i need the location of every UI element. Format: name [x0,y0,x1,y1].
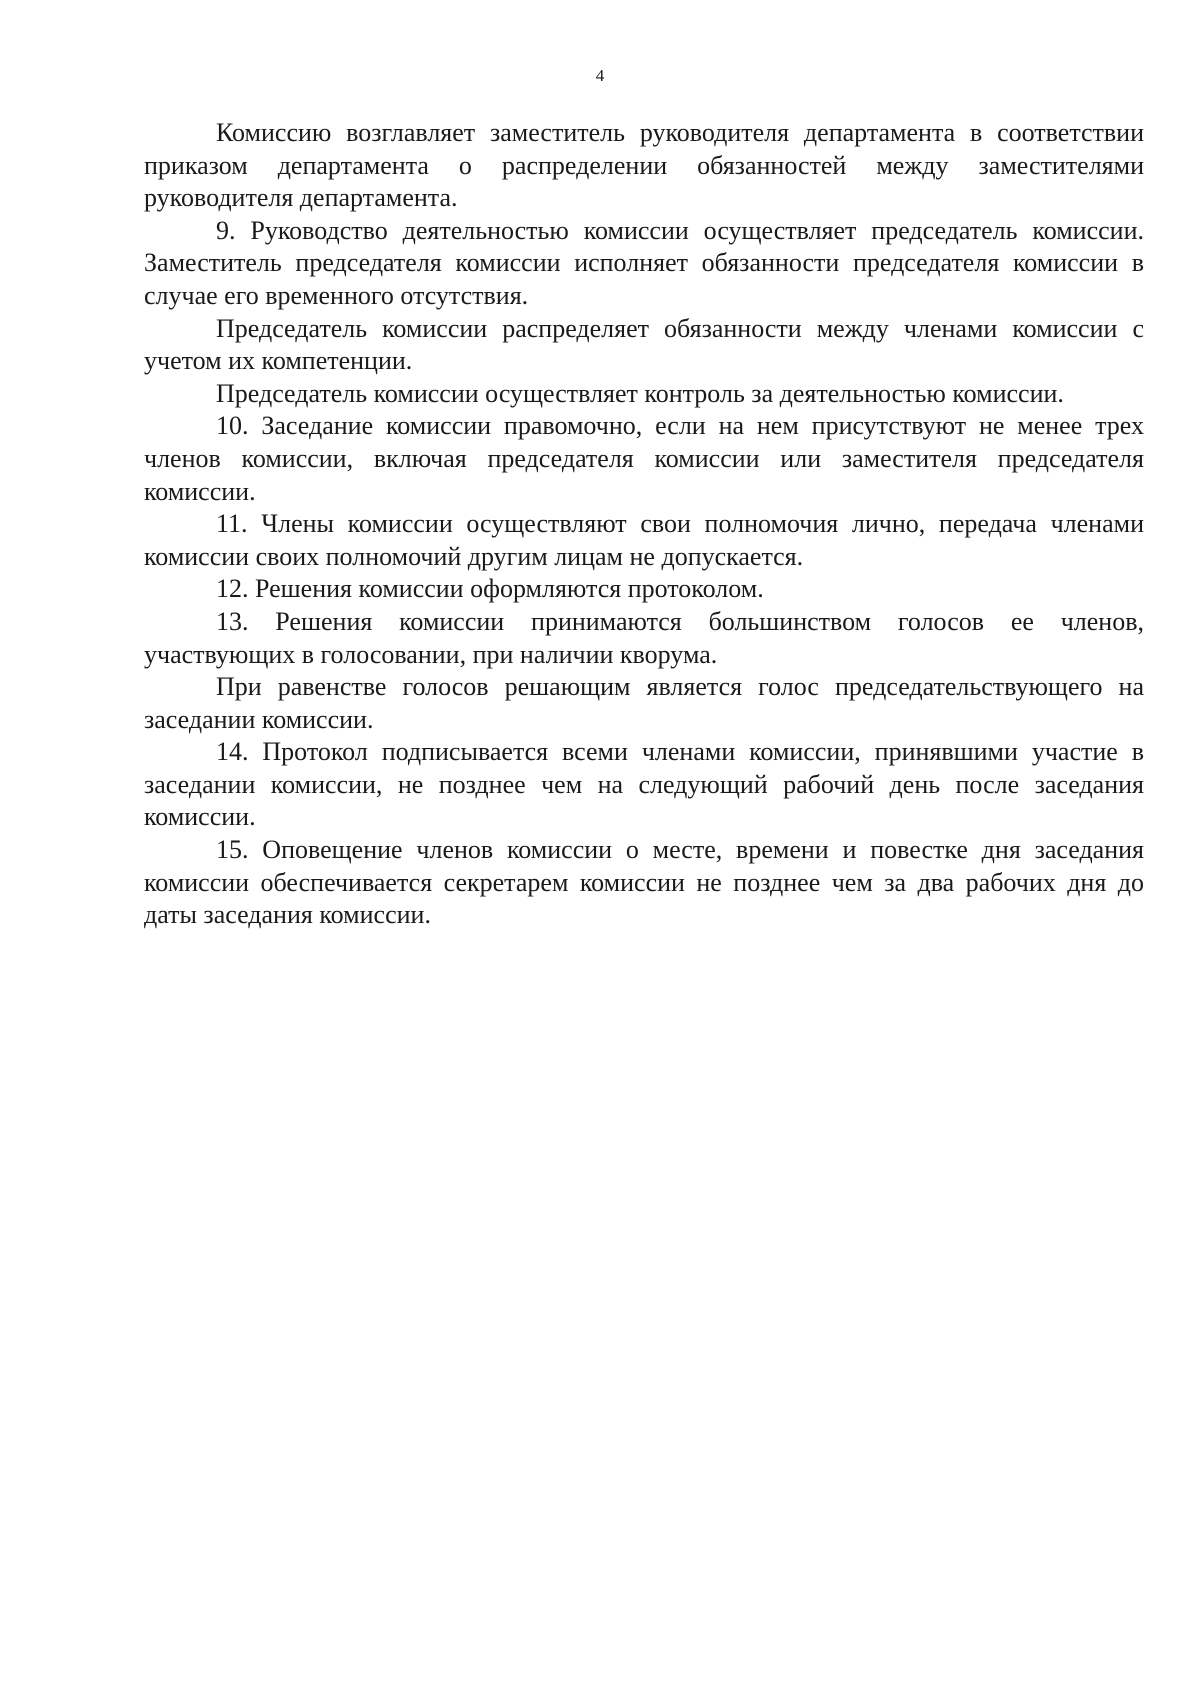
paragraph-11: 11. Члены комиссии осуществляют свои полномочия лично, передача членами комиссии своих полномочий другим лицам не допускается. [144,509,1144,571]
paragraph-tie-vote: При равенстве голосов решающим является голос председательствующего на заседании комиссии. [144,672,1144,734]
paragraph-12: 12. Решения комиссии оформляются протоколом. [216,574,764,604]
paragraph-15: 15. Оповещение членов комиссии о месте, времени и повестке дня заседания комиссии обеспечивается секретарем комиссии не позднее чем за два рабочих дня до даты заседания комиссии. [144,835,1144,930]
page-number: 4 [595,66,605,85]
paragraph-10: 10. Заседание комиссии правомочно, если на нем присутствуют не менее трех членов комиссии, включая председателя комиссии или заместителя председателя комиссии. [144,411,1144,506]
paragraph-control: Председатель комиссии осуществляет контроль за деятельностью комиссии. [216,378,1064,408]
paragraph-13: 13. Решения комиссии принимаются большинством голосов ее членов, участвующих в голосовании, при наличии кворума. [144,606,1144,669]
document-body [144,117,1144,932]
paragraph-9: 9. Руководство деятельностью комиссии осуществляет председатель комиссии. Заместитель председателя комиссии исполняет обязанности председателя комиссии в случае его временного отсутствия. [144,215,1144,310]
paragraph-commission-head: Комиссию возглавляет заместитель руководителя департамента в соответствии приказом департамента о распределении обязанностей между заместителями руководителя департамента. [144,118,1144,213]
paragraph-14: 14. Протокол подписывается всеми членами комиссии, принявшими участие в заседании комиссии, не позднее чем на следующий рабочий день после заседания комиссии. [144,737,1144,832]
paragraph-duties: Председатель комиссии распределяет обязанности между членами комиссии с учетом их компетенции. [144,313,1144,376]
